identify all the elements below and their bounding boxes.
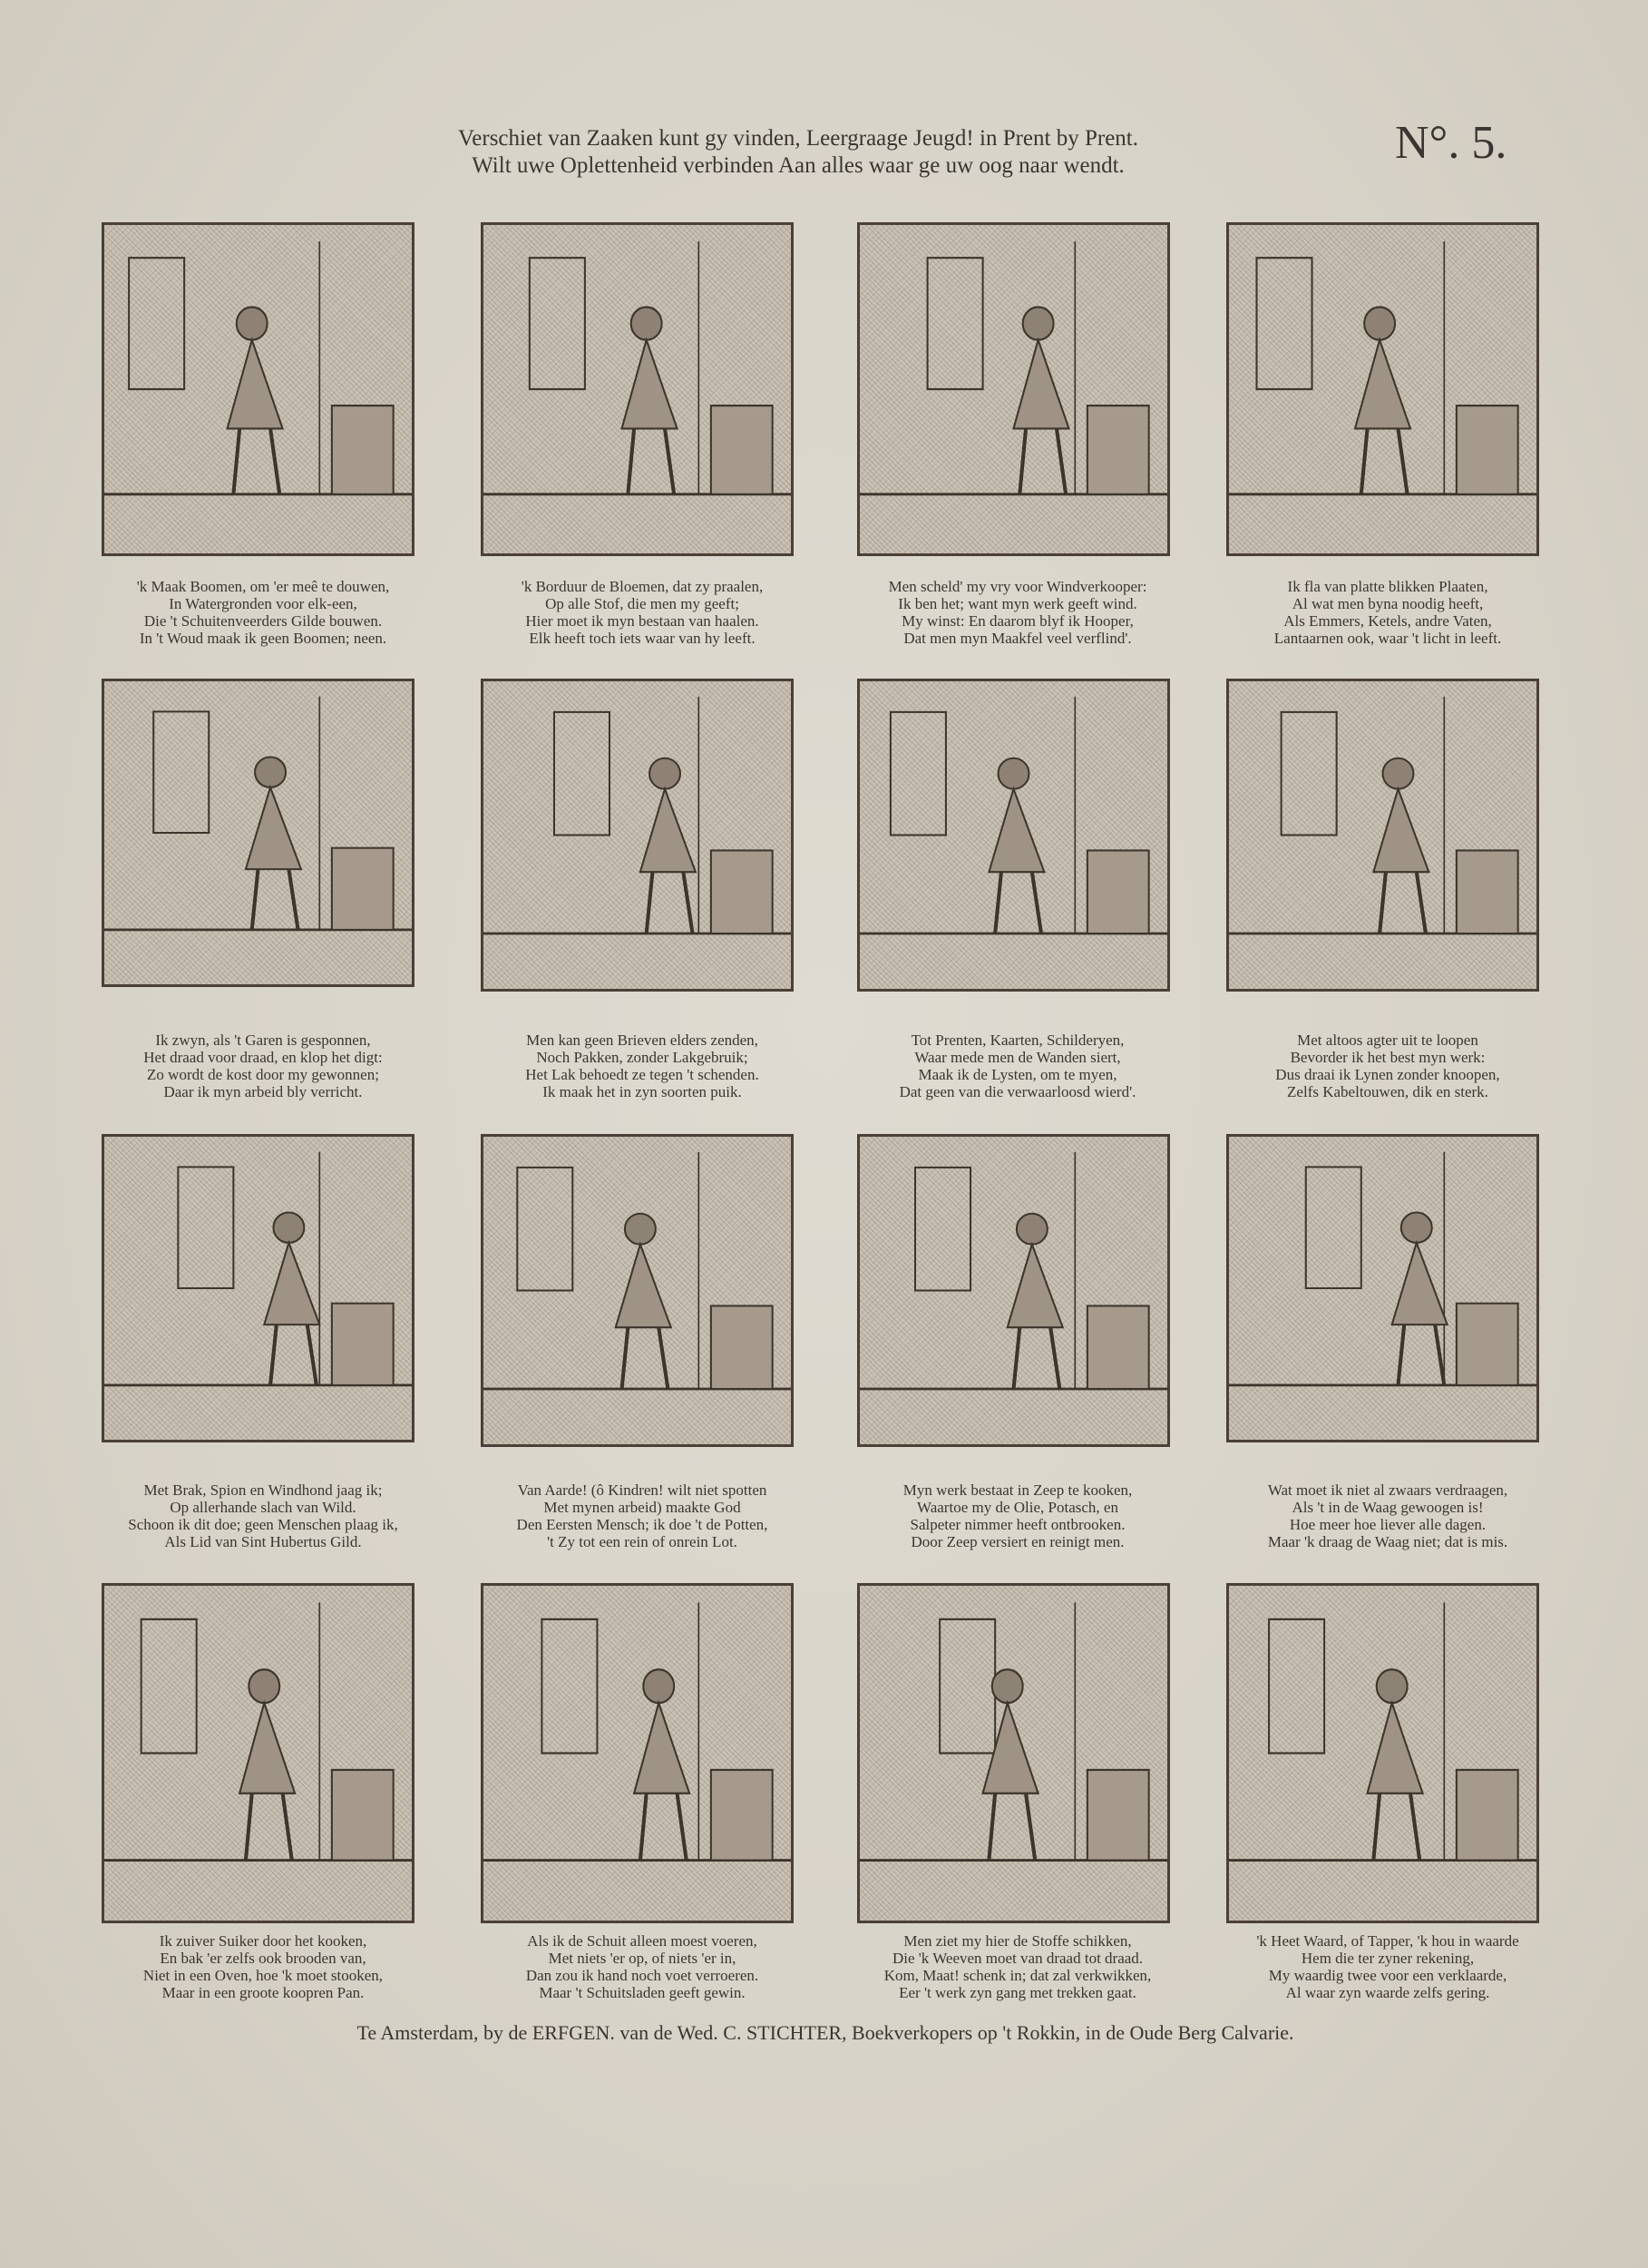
woodcut-panel [102,1583,414,1923]
verse-line: Schoon ik dit doe; geen Menschen plaag ik, [128,1516,398,1533]
verse-line: Waar mede men de Wanden siert, [914,1049,1121,1066]
woodcut-panel [857,1134,1170,1447]
woodcut-panel [102,222,414,556]
verse-line: Hem die ter zyner rekening, [1301,1950,1475,1967]
verse-line: Kom, Maat! schenk in; dat zal verkwikken, [883,1967,1152,1984]
verse-line: Met niets 'er op, of niets 'er in, [548,1950,736,1967]
verse-line: Hier moet ik myn bestaan van haalen. [525,612,759,630]
verse-line: Door Zeep versiert en reinigt men. [911,1533,1125,1550]
verse-line: Noch Pakken, zonder Lakgebruik; [536,1049,748,1066]
verse-line: Op alle Stof, die men my geeft; [545,595,739,612]
verse-line: Salpeter nimmer heeft ontbrooken. [910,1516,1126,1533]
title-line-2: Wilt uwe Oplettenheid verbinden Aan alles waar ge uw oog naar wendt. [472,153,1125,178]
woodcut-panel [1226,222,1539,556]
verse-line: Zo wordt de kost door my gewonnen; [147,1066,379,1083]
verse-line: Wat moet ik niet al zwaars verdraagen, [1267,1481,1508,1499]
woodcut-panel [857,1583,1170,1923]
verse-line: Als Lid van Sint Hubertus Gild. [164,1533,362,1550]
panel-verse [91,1031,435,1100]
verse-line: Dus draai ik Lynen zonder knoopen, [1275,1066,1500,1083]
verse-line: Die 'k Weeven moet van draad tot draad. [892,1950,1144,1967]
verse-line: In Watergronden voor elk-een, [169,595,357,612]
sugar-refiner-icon [104,1586,412,1921]
woodcut-panel [857,679,1170,992]
rope-maker-icon [1229,681,1536,989]
panel-verse [1215,1031,1560,1100]
verse-line: 'k Maak Boomen, om 'er meê te douwen, [136,578,390,595]
verse-line: Waartoe my de Olie, Potasch, en [917,1499,1118,1516]
woodcut-panel [102,1134,414,1442]
verse-line: Maar 'k draag de Waag niet; dat is mis. [1267,1533,1508,1550]
woodcut-panel [857,222,1170,556]
verse-line: En bak 'er zelfs ook brooden van, [160,1950,366,1967]
verse-line: Met mynen arbeid) maakte God [543,1499,741,1516]
verse-line: Als 't in de Waag gewoogen is! [1292,1499,1484,1516]
verse-line: Men scheld' my vry voor Windverkooper: [888,578,1147,595]
panel-verse [1215,1481,1560,1550]
frame-maker-icon [860,681,1167,989]
verse-line: Als Emmers, Ketels, andre Vaten, [1283,612,1492,630]
verse-line: Ik zwyn, als 't Garen is gesponnen, [155,1031,371,1049]
verse-line: Ik ben het; want myn werk geeft wind. [898,595,1137,612]
publisher-imprint: Te Amsterdam, by de ERFGEN. van de Wed. C. STICHTER, Boekverkopers op 't Rokkin, in de Oude Berg Calvarie. [356,2021,1294,2044]
verse-line: 'k Heet Waard, of Tapper, 'k hou in waarde [1256,1932,1519,1950]
verse-line: 'k Borduur de Bloemen, dat zy praalen, [521,578,764,595]
panel-verse [845,1031,1190,1100]
weaver-icon [860,1586,1167,1921]
tree-cutter-icon [104,225,412,553]
verse-line: Dan zou ik hand noch voet verroeren. [525,1967,759,1984]
verse-line: Daar ik myn arbeid bly verricht. [163,1083,363,1100]
verse-line: Op allerhande slach van Wild. [170,1499,356,1516]
innkeeper-icon [1229,1586,1536,1921]
soap-boiler-icon [860,1137,1167,1444]
verse-line: Niet in een Oven, hoe 'k moet stooken, [142,1967,384,1984]
verse-line: Het Lak behoedt ze tegen 't schenden. [525,1066,759,1083]
panel-verse [845,1932,1190,2001]
panel-verse [91,1481,435,1550]
panel-verse [470,578,814,647]
verse-line: Als ik de Schuit alleen moest voeren, [527,1932,757,1950]
woodcut-panel [481,1583,794,1923]
verse-line: Tot Prenten, Kaarten, Schilderyen, [911,1031,1125,1049]
tinsmith-icon [1229,225,1536,553]
hunter-icon [104,1137,412,1440]
verse-line: Ik fla van platte blikken Plaaten, [1287,578,1488,595]
woodcut-panel [481,1134,794,1447]
panel-verse [1215,578,1560,647]
verse-line: My waardig twee voor een verklaarde, [1268,1967,1507,1984]
panel-verse [470,1932,814,2001]
verse-line: My winst: En daarom blyf ik Hooper, [902,612,1134,630]
verse-line: Men kan geen Brieven elders zenden, [526,1031,758,1049]
verse-line: 't Zy tot een rein of onrein Lot. [547,1533,737,1550]
verse-line: Dat geen van die verwaarloosd wierd'. [899,1083,1136,1100]
panel-verse [91,1932,435,2001]
verse-line: Maar in een groote koopren Pan. [161,1984,365,2001]
barge-loader-icon [483,1586,791,1921]
potter-icon [483,1137,791,1444]
verse-line: Al waar zyn waarde zelfs gering. [1285,1984,1490,2001]
verse-line: Men ziet my hier de Stoffe schikken, [903,1932,1132,1950]
verse-line: Eer 't werk zyn gang met trekken gaat. [899,1984,1136,2001]
woodcut-panel [481,679,794,992]
verse-line: Dat men myn Maakfel veel verflind'. [903,630,1132,647]
verse-line: Elk heeft toch iets waar van hy leeft. [529,630,756,647]
verse-line: Den Eersten Mensch; ik doe 't de Potten, [516,1516,768,1533]
panel-verse [91,578,435,647]
panel-verse [470,1481,814,1550]
fan-seller-icon [860,225,1167,553]
yarn-spinner-icon [104,681,412,984]
woodcut-panel [481,222,794,556]
verse-line: Met Brak, Spion en Windhond jaag ik; [143,1481,383,1499]
sheet-title [345,125,1252,180]
verse-line: Maar 't Schuitsladen geeft gewin. [539,1984,746,2001]
panel-verse [1215,1932,1560,2001]
verse-line: Die 't Schuitenveerders Gilde bouwen. [143,612,383,630]
embroiderer-icon [483,225,791,553]
woodcut-panel [1226,679,1539,992]
panel-verse [845,1481,1190,1550]
sheet-number: N°. 5. [1395,117,1507,169]
woodcut-panel [1226,1134,1539,1442]
verse-line: Myn werk bestaat in Zeep te kooken, [902,1481,1133,1499]
verse-line: In 't Woud maak ik geen Boomen; neen. [139,630,387,647]
verse-line: Het draad voor draad, en klop het digt: [143,1049,383,1066]
woodcut-panel [1226,1583,1539,1923]
letter-seal-maker-icon [483,681,791,989]
verse-line: Maak ik de Lysten, om te myen, [918,1066,1117,1083]
title-line-1: Verschiet van Zaaken kunt gy vinden, Leergraage Jeugd! in Prent by Prent. [458,126,1138,151]
verse-line: Ik maak het in zyn soorten puik. [542,1083,742,1100]
panel-verse [470,1031,814,1100]
panel-verse [845,578,1190,647]
verse-line: Ik zuiver Suiker door het kooken, [159,1932,367,1950]
weigh-house-icon [1229,1137,1536,1440]
verse-line: Lantaarnen ook, waar 't licht in leeft. [1273,630,1502,647]
verse-line: Met altoos agter uit te loopen [1297,1031,1478,1049]
woodcut-panel [102,679,414,987]
verse-line: Hoe meer hoe liever alle dagen. [1289,1516,1487,1533]
verse-line: Zelfs Kabeltouwen, dik en sterk. [1287,1083,1488,1100]
verse-line: Bevorder ik het best myn werk: [1290,1049,1486,1066]
verse-line: Van Aarde! (ô Kindren! wilt niet spotten [517,1481,767,1499]
verse-line: Al wat men byna noodig heeft, [1292,595,1484,612]
